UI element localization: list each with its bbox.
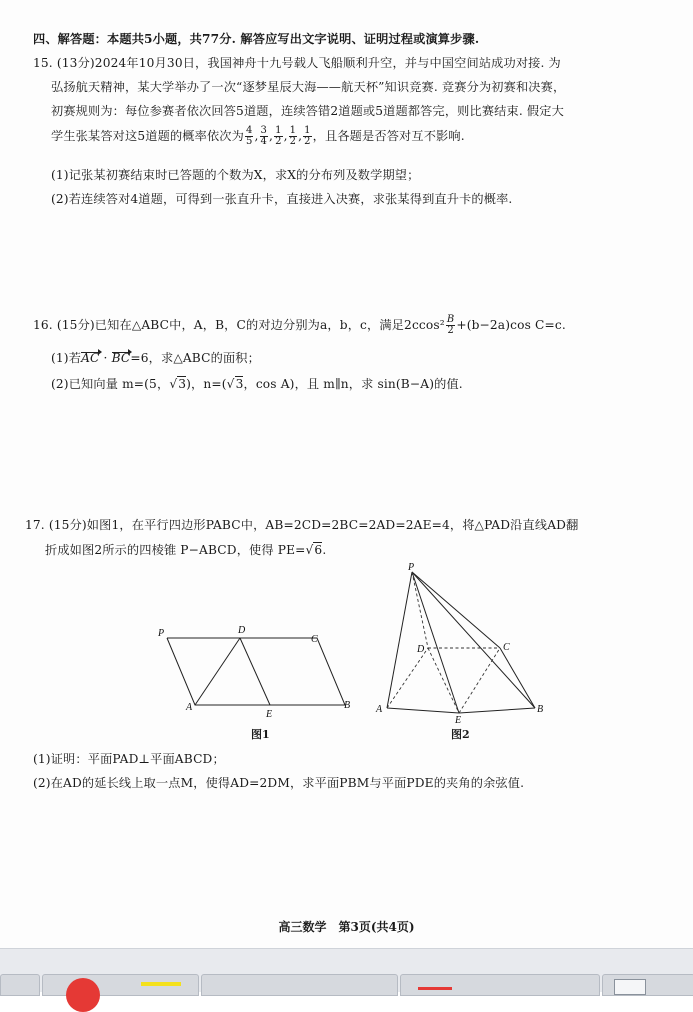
fig2-label-b: B	[537, 704, 544, 715]
fig2-label-a: A	[376, 704, 383, 715]
q15-line-3: 初赛规则为：每位参赛者依次回答5道题，连续答错2道题或5道题都答完，则比赛结束. 假定大	[51, 104, 564, 118]
q15-frac-2: $\frac{3}{4}$	[260, 125, 268, 147]
q15-part-1: (1)记张某初赛结束时已答题的个数为X，求X的分布列及数学期望；	[51, 168, 420, 182]
q17-line-2a: 折成如图2所示的四棱锥 P−ABCD，使得 PE=	[45, 543, 306, 557]
q16-part-2b: )，n=(	[186, 377, 227, 391]
figure-2-caption: 图2	[451, 728, 470, 741]
taskbar	[0, 948, 693, 992]
q15-line-4: 学生张某答对这5道题的概率依次为 $\frac{4}{5}$ , $\frac{3}{4}$ , $\frac{1}{2}$ , $\frac{1}{2}$ , $\frac{1}{2}$ ，且各题是否答对互不影响.	[51, 125, 465, 147]
taskbar-button-3[interactable]	[201, 974, 398, 996]
fig2-hidden-ec	[459, 648, 500, 713]
q15-line-4a: 学生张某答对这5道题的概率依次为	[51, 129, 244, 143]
section-heading: 四、解答题：本题共5小题，共77分. 解答应写出文字说明、证明过程或演算步骤.	[33, 32, 480, 46]
red-doc-icon	[418, 987, 452, 990]
q15-line-2: 弘扬航天精神，某大学举办了一次“逐梦星辰大海——航天杯”知识竞赛. 竞赛分为初赛和决赛，	[51, 80, 566, 94]
fig1-label-d: D	[238, 625, 246, 636]
fig2-hidden-ad	[387, 648, 428, 708]
fig2-edge-pc	[412, 572, 500, 648]
figure-2-pyramid	[372, 560, 552, 725]
red-app-icon	[66, 978, 100, 1012]
fig1-label-a: A	[186, 702, 193, 713]
q17-line-2b: .	[322, 543, 327, 557]
q16-part-2a: (2)已知向量 m=(5，	[51, 377, 170, 391]
vector-bc: BC	[111, 351, 131, 365]
window-thumbnail-icon	[614, 979, 646, 995]
q17-line-2: 折成如图2所示的四棱锥 P−ABCD，使得 PE=√6.	[45, 543, 327, 557]
fig1-segment-de	[240, 638, 270, 705]
fig1-label-e: E	[266, 709, 273, 720]
q15-frac-5: $\frac{1}{2}$	[304, 125, 311, 147]
sqrt-3-b: 3	[235, 377, 244, 391]
q15-line-4b: ，且各题是否答对互不影响.	[312, 129, 465, 143]
fig2-edge-pe	[412, 572, 459, 713]
dot-operator: ·	[99, 351, 112, 365]
q16-part-1a: (1)若	[51, 351, 82, 365]
fig1-outline	[167, 638, 345, 705]
fig2-edge-eb	[459, 708, 535, 713]
sqrt-3-a: 3	[178, 377, 187, 391]
fig2-label-e: E	[455, 715, 462, 725]
fig2-label-c: C	[503, 642, 510, 653]
q16-part-1b: =6，求△ABC的面积；	[130, 351, 260, 365]
q16-part-2: (2)已知向量 m=(5，√3)，n=(√3，cos A)，且 m∥n，求 sin(B−A)的值.	[51, 377, 463, 391]
q16-frac: $\frac{B}{2}$	[446, 314, 455, 336]
fig2-label-d: D	[417, 644, 425, 655]
q16-line-1a: 16. (15分)已知在△ABC中，A，B，C的对边分别为a，b，c，满足2ccos²	[33, 318, 445, 332]
q16-line-1	[33, 315, 566, 336]
taskbar-button-1[interactable]	[0, 974, 40, 996]
q16-part-1	[51, 349, 260, 366]
sqrt-6: 6	[314, 543, 323, 557]
q17-line-1: 17. (15分)如图1，在平行四边形PABC中，AB=2CD=2BC=2AD=2AE=4，将△PAD沿直线AD翻	[25, 518, 579, 532]
fig2-edge-cb	[500, 648, 535, 708]
q17-part-2: (2)在AD的延长线上取一点M，使得AD=2DM，求平面PBM与平面PDE的夹角的余弦值.	[33, 776, 525, 790]
q15-part-2: (2)若连续答对4道题，可得到一张直升卡，直接进入决赛，求张某得到直升卡的概率.	[51, 192, 513, 206]
fig1-label-b: B	[344, 700, 351, 711]
fig2-edge-pb	[412, 572, 535, 708]
q15-line-1: 15. (13分)2024年10月30日，我国神舟十九号载人飞船顺利升空，并与中国空间站成功对接. 为	[33, 56, 561, 70]
fig1-label-p: P	[158, 628, 165, 639]
yellow-app-icon	[141, 982, 181, 986]
taskbar-button-2[interactable]	[42, 974, 199, 996]
fig2-hidden-de	[428, 648, 459, 713]
q15-frac-3: $\frac{1}{2}$	[275, 125, 282, 147]
q15-frac-4: $\frac{1}{2}$	[289, 125, 297, 147]
q16-part-2c: ，cos A)，且 m∥n，求 sin(B−A)的值.	[243, 377, 463, 391]
fig1-label-c: C	[311, 634, 318, 645]
figure-1-caption: 图1	[251, 728, 270, 741]
taskbar-button-5[interactable]	[602, 974, 693, 996]
taskbar-button-4[interactable]	[400, 974, 600, 996]
fig2-edge-ae	[387, 708, 459, 713]
fig2-edge-pa	[387, 572, 412, 708]
q15-frac-1: $\frac{4}{5}$	[245, 125, 253, 147]
vector-ac: AC	[81, 351, 100, 365]
q16-line-1b: +(b−2a)cos C=c.	[456, 318, 566, 332]
q17-part-1: (1)证明：平面PAD⊥平面ABCD；	[33, 752, 225, 766]
figure-1-parallelogram	[150, 620, 365, 740]
fig2-label-p: P	[408, 562, 415, 573]
page-footer: 高三数学 第3页(共4页)	[278, 920, 415, 934]
fig1-segment-ad	[195, 638, 240, 705]
